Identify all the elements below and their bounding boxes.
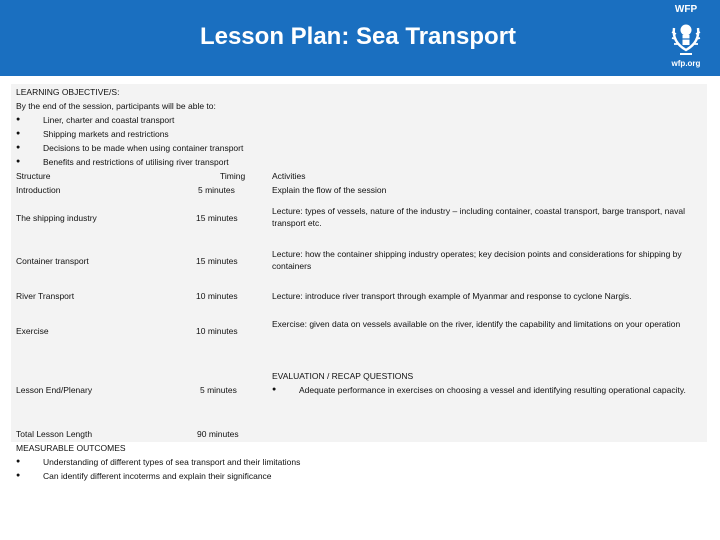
row-activity: Explain the flow of the session — [272, 185, 387, 195]
row-activity: Lecture: introduce river transport through example of Myanmar and response to cyclone Nargis. — [272, 291, 632, 301]
header-timing: Timing — [220, 171, 246, 181]
bullet-icon: ● — [16, 458, 21, 465]
row-timing: 5 minutes — [198, 185, 235, 195]
bullet-icon: ● — [16, 472, 21, 479]
outcome-item: Understanding of different types of sea transport and their limitations — [43, 457, 301, 467]
wfp-logo — [658, 4, 714, 70]
objective-item: Liner, charter and coastal transport — [43, 115, 175, 125]
evaluation-heading: EVALUATION / RECAP QUESTIONS — [272, 371, 414, 381]
outcomes-heading: MEASURABLE OUTCOMES — [16, 443, 126, 453]
bullet-icon: ● — [16, 130, 21, 137]
row-activity: Lecture: how the container shipping industry operates; key decision points and considerations for shipping by containers — [272, 249, 682, 271]
wfp-emblem-icon — [668, 16, 704, 58]
bullet-icon: ● — [16, 144, 21, 151]
row-timing: 15 minutes — [196, 213, 238, 223]
header-activities: Activities — [272, 171, 306, 181]
outcome-item: Can identify different incoterms and explain their significance — [43, 471, 272, 481]
evaluation-item: Adequate performance in exercises on choosing a vessel and identifying resulting operational capacity. — [299, 385, 686, 395]
total-label: Total Lesson Length — [16, 429, 93, 439]
page-title: Lesson Plan: Sea Transport — [199, 23, 517, 50]
bullet-icon: ● — [16, 116, 21, 123]
row-timing: 10 minutes — [196, 326, 238, 336]
row-structure: The shipping industry — [16, 213, 97, 223]
header-structure: Structure — [16, 171, 51, 181]
objective-item: Benefits and restrictions of utilising river transport — [43, 157, 229, 167]
logo-top-text: WFP — [674, 4, 698, 15]
objective-item: Decisions to be made when using container transport — [43, 143, 244, 153]
row-structure: Introduction — [16, 185, 61, 195]
row-activity: Lecture: types of vessels, nature of the industry – including container, coastal transport, barge transport, naval transport etc. — [272, 206, 685, 228]
bullet-icon: ● — [16, 158, 21, 165]
row-timing: 15 minutes — [196, 256, 238, 266]
row-structure: Container transport — [16, 256, 89, 266]
row-structure: Exercise — [16, 326, 49, 336]
objectives-intro: By the end of the session, participants will be able to: — [16, 101, 216, 111]
objective-item: Shipping markets and restrictions — [43, 129, 169, 139]
objectives-heading: LEARNING OBJECTIVE/S: — [16, 87, 120, 97]
logo-bottom-text: wfp.org — [671, 59, 701, 68]
row-structure: River Transport — [16, 291, 75, 301]
bullet-icon: ● — [272, 386, 277, 393]
row-timing: 5 minutes — [200, 385, 237, 395]
row-activity: Exercise: given data on vessels available on the river, identify the capability and limitations on your operation — [272, 319, 681, 329]
header-bar — [0, 0, 720, 76]
row-structure: Lesson End/Plenary — [16, 385, 93, 395]
row-timing: 10 minutes — [196, 291, 238, 301]
total-value: 90 minutes — [197, 429, 239, 439]
